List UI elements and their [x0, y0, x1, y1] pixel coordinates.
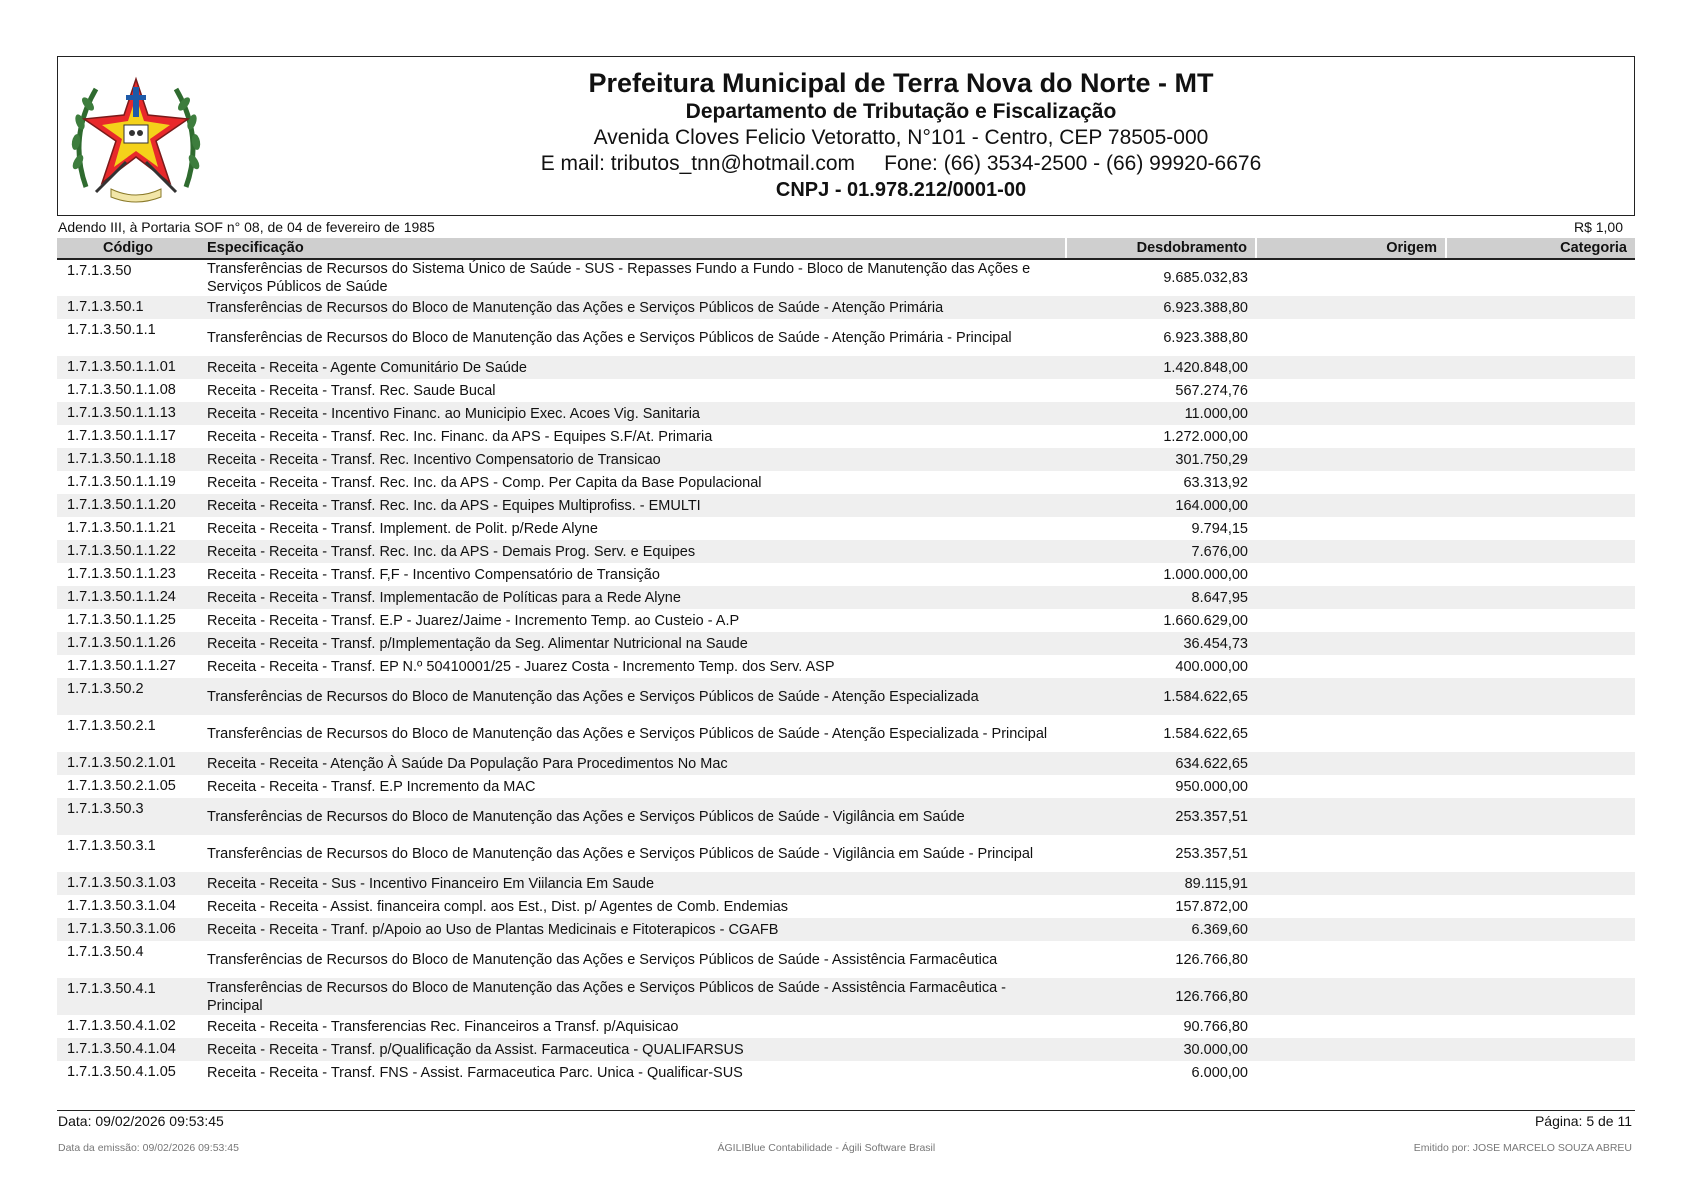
row-origin [1256, 775, 1446, 798]
row-code: 1.7.1.3.50.3.1.06 [57, 918, 199, 941]
row-code: 1.7.1.3.50.1.1.25 [67, 612, 176, 628]
row-origin [1256, 356, 1446, 379]
row-specification: Receita - Receita - Transf. E.P - Juarez/Jaime - Incremento Temp. ao Custeio - A.P [207, 612, 740, 629]
row-code: 1.7.1.3.50.1.1.23 [67, 566, 176, 582]
column-header-code: Código [57, 238, 199, 259]
table-row [57, 425, 1635, 448]
row-specification: Transferências de Recursos do Bloco de Manutenção das Ações e Serviços Públicos de Saúde - Atenção Primária [199, 296, 1066, 319]
table-row [57, 402, 1635, 425]
row-breakdown-value: 950.000,00 [1175, 778, 1248, 795]
row-category [1446, 296, 1635, 319]
ordinance-reference: Adendo III, à Portaria SOF n° 08, de 04 de fevereiro de 1985 [58, 219, 435, 235]
row-origin [1256, 798, 1446, 835]
row-specification: Receita - Receita - Transf. E.P Incremento da MAC [207, 778, 536, 795]
table-row [57, 586, 1635, 609]
row-breakdown-value: 1.420.848,00 [1066, 356, 1256, 379]
table-row [57, 563, 1635, 586]
row-code: 1.7.1.3.50.1 [57, 296, 199, 319]
row-origin [1256, 872, 1446, 895]
row-category [1446, 918, 1635, 941]
row-specification: Transferências de Recursos do Bloco de Manutenção das Ações e Serviços Públicos de Saúde - Vigilância em Saúde [199, 798, 1066, 835]
row-breakdown-value: 11.000,00 [1066, 402, 1256, 425]
row-breakdown-value: 6.923.388,80 [1163, 329, 1248, 346]
row-breakdown-value: 400.000,00 [1175, 658, 1248, 675]
table-header-row [57, 238, 1635, 259]
row-code: 1.7.1.3.50.1.1.13 [57, 402, 199, 425]
row-specification: Transferências de Recursos do Bloco de Manutenção das Ações e Serviços Públicos de Saúde - Assistência Farmacêutica - Principal [199, 978, 1066, 1015]
row-specification: Receita - Receita - Sus - Incentivo Financeiro Em Viilancia Em Saude [199, 872, 1066, 895]
row-code: 1.7.1.3.50.2.1.05 [67, 778, 176, 794]
row-specification: Receita - Receita - Transf. Rec. Inc. da APS - Demais Prog. Serv. e Equipes [199, 540, 1066, 563]
column-header-category: Categoria [1446, 238, 1635, 259]
row-code: 1.7.1.3.50.2.1 [67, 718, 156, 734]
row-code: 1.7.1.3.50 [67, 263, 132, 279]
row-category [1446, 835, 1635, 872]
row-category [1446, 517, 1635, 540]
row-breakdown-value: 1.660.629,00 [1163, 612, 1248, 629]
row-code: 1.7.1.3.50.2 [57, 678, 199, 715]
row-origin [1256, 296, 1446, 319]
table-row [57, 715, 1635, 752]
row-breakdown-value: 634.622,65 [1066, 752, 1256, 775]
report-subheader [58, 219, 1623, 235]
row-category [1446, 715, 1635, 752]
row-category [1446, 402, 1635, 425]
row-category [1446, 978, 1635, 1015]
row-origin [1256, 586, 1446, 609]
row-breakdown-value: 1.584.622,65 [1163, 725, 1248, 742]
row-specification: Transferências de Recursos do Bloco de Manutenção das Ações e Serviços Públicos de Saúde - Vigilância em Saúde - Principal [207, 845, 1034, 862]
row-code: 1.7.1.3.50.1.1.24 [57, 586, 199, 609]
row-breakdown-value: 301.750,29 [1066, 448, 1256, 471]
table-row [57, 895, 1635, 918]
row-origin [1256, 918, 1446, 941]
table-row [57, 798, 1635, 835]
row-specification: Receita - Receita - Transf. EP N.º 50410001/25 - Juarez Costa - Incremento Temp. dos Serv. ASP [207, 658, 835, 675]
revenue-table [57, 238, 1635, 1084]
row-category [1446, 379, 1635, 402]
row-breakdown-value: 126.766,80 [1066, 978, 1256, 1015]
row-category [1446, 1038, 1635, 1061]
row-origin [1256, 494, 1446, 517]
row-breakdown-value: 6.369,60 [1066, 918, 1256, 941]
row-breakdown-value: 567.274,76 [1175, 382, 1248, 399]
footer [58, 1113, 1632, 1129]
row-category [1446, 752, 1635, 775]
row-specification: Receita - Receita - Transferencias Rec. Financeiros a Transf. p/Aquisicao [207, 1018, 679, 1035]
row-breakdown-value: 9.794,15 [1191, 520, 1248, 537]
row-code: 1.7.1.3.50.3.1 [67, 838, 156, 854]
row-category [1446, 540, 1635, 563]
row-breakdown-value: 1.000.000,00 [1163, 566, 1248, 583]
row-code: 1.7.1.3.50.1.1 [67, 322, 156, 338]
row-specification: Transferências de Recursos do Bloco de Manutenção das Ações e Serviços Públicos de Saúde - Atenção Especializada [199, 678, 1066, 715]
row-origin [1256, 978, 1446, 1015]
footer-meta [58, 1142, 1632, 1154]
row-specification: Receita - Receita - Transf. Rec. Saude Bucal [207, 382, 496, 399]
row-specification: Receita - Receita - Transf. Rec. Inc. da APS - Comp. Per Capita da Base Populacional [207, 474, 762, 491]
row-specification: Transferências de Recursos do Sistema Único de Saúde - SUS - Repasses Fundo a Fundo - Bloco de Manutenção das Ações e Serviços Públicos de Saúde [207, 261, 1031, 295]
row-category [1446, 259, 1635, 296]
row-specification: Receita - Receita - Tranf. p/Apoio ao Uso de Plantas Medicinais e Fitoterapicos - CGAFB [199, 918, 1066, 941]
report-header [57, 56, 1635, 216]
row-origin [1256, 425, 1446, 448]
currency-unit: R$ 1,00 [1573, 219, 1623, 235]
row-code: 1.7.1.3.50.3.1.04 [67, 898, 176, 914]
row-category [1446, 655, 1635, 678]
row-breakdown-value: 126.766,80 [1175, 951, 1248, 968]
row-origin [1256, 259, 1446, 296]
row-code: 1.7.1.3.50.2.1.01 [57, 752, 199, 775]
table-row [57, 448, 1635, 471]
table-row [57, 540, 1635, 563]
table-row [57, 259, 1635, 296]
row-code: 1.7.1.3.50.1.1.08 [67, 382, 176, 398]
row-category [1446, 678, 1635, 715]
row-breakdown-value: 7.676,00 [1066, 540, 1256, 563]
row-category [1446, 425, 1635, 448]
table-row [57, 609, 1635, 632]
row-breakdown-value: 253.357,51 [1066, 798, 1256, 835]
table-body [57, 259, 1635, 1084]
row-breakdown-value: 89.115,91 [1066, 872, 1256, 895]
row-specification: Receita - Receita - Transf. Rec. Inc. Financ. da APS - Equipes S.F/At. Primaria [207, 428, 713, 445]
table-row [57, 1038, 1635, 1061]
table-row [57, 918, 1635, 941]
row-specification: Receita - Receita - Transf. F,F - Incentivo Compensatório de Transição [207, 566, 660, 583]
row-breakdown-value: 253.357,51 [1175, 845, 1248, 862]
column-header-breakdown: Desdobramento [1066, 238, 1256, 259]
row-origin [1256, 632, 1446, 655]
row-breakdown-value: 164.000,00 [1066, 494, 1256, 517]
row-specification: Receita - Receita - Atenção À Saúde Da População Para Procedimentos No Mac [199, 752, 1066, 775]
table-row [57, 678, 1635, 715]
row-specification: Receita - Receita - Transf. p/Implementação da Seg. Alimentar Nutricional na Saude [199, 632, 1066, 655]
row-category [1446, 471, 1635, 494]
header-text [58, 67, 1634, 203]
row-code: 1.7.1.3.50.3 [57, 798, 199, 835]
row-category [1446, 563, 1635, 586]
row-origin [1256, 319, 1446, 356]
page-number: Página: 5 de 11 [1534, 1113, 1632, 1129]
table-row [57, 941, 1635, 978]
row-origin [1256, 517, 1446, 540]
row-origin [1256, 678, 1446, 715]
row-origin [1256, 835, 1446, 872]
row-category [1446, 1061, 1635, 1084]
row-origin [1256, 752, 1446, 775]
row-breakdown-value: 9.685.032,83 [1163, 270, 1248, 286]
row-specification: Transferências de Recursos do Bloco de Manutenção das Ações e Serviços Públicos de Saúde - Atenção Primária - Principal [207, 329, 1012, 346]
row-category [1446, 895, 1635, 918]
address-line: Avenida Cloves Felicio Vetoratto, N°101 - Centro, CEP 78505-000 [593, 126, 1209, 149]
row-specification: Receita - Receita - Transf. FNS - Assist. Farmaceutica Parc. Unica - Qualificar-SUS [207, 1064, 743, 1081]
row-category [1446, 586, 1635, 609]
row-origin [1256, 1061, 1446, 1084]
row-code: 1.7.1.3.50.4.1 [57, 978, 199, 1015]
row-origin [1256, 379, 1446, 402]
row-origin [1256, 563, 1446, 586]
row-specification: Transferências de Recursos do Bloco de Manutenção das Ações e Serviços Públicos de Saúde - Assistência Farmacêutica [207, 951, 998, 968]
row-origin [1256, 715, 1446, 752]
row-code: 1.7.1.3.50.1.1.27 [67, 658, 176, 674]
row-origin [1256, 941, 1446, 978]
table-row [57, 632, 1635, 655]
row-specification: Receita - Receita - Transf. Rec. Inc. da APS - Equipes Multiprofiss. - EMULTI [199, 494, 1066, 517]
table-row [57, 517, 1635, 540]
footer-date: Data: 09/02/2026 09:53:45 [58, 1113, 224, 1129]
row-breakdown-value: 30.000,00 [1066, 1038, 1256, 1061]
row-code: 1.7.1.3.50.1.1.19 [67, 474, 176, 490]
table-row [57, 835, 1635, 872]
row-specification: Receita - Receita - Transf. Implement. de Polit. p/Rede Alyne [207, 520, 598, 537]
table-row [57, 752, 1635, 775]
page-title: Prefeitura Municipal de Terra Nova do Norte - MT [588, 68, 1214, 98]
row-origin [1256, 655, 1446, 678]
table-row [57, 655, 1635, 678]
row-category [1446, 941, 1635, 978]
column-header-specification: Especificação [199, 238, 1066, 259]
row-code: 1.7.1.3.50.4.1.05 [67, 1064, 176, 1080]
row-breakdown-value: 6.000,00 [1191, 1064, 1248, 1081]
software-credit: ÁGILIBlue Contabilidade - Ágili Software Brasil [717, 1142, 936, 1154]
row-origin [1256, 402, 1446, 425]
row-category [1446, 609, 1635, 632]
row-category [1446, 872, 1635, 895]
table-row [57, 1015, 1635, 1038]
table-row [57, 296, 1635, 319]
table-row [57, 775, 1635, 798]
row-category [1446, 1015, 1635, 1038]
row-breakdown-value: 90.766,80 [1183, 1018, 1248, 1035]
row-specification: Transferências de Recursos do Bloco de Manutenção das Ações e Serviços Públicos de Saúde - Atenção Especializada - Principal [207, 725, 1048, 742]
row-category [1446, 632, 1635, 655]
row-origin [1256, 448, 1446, 471]
emission-date: Data da emissão: 09/02/2026 09:53:45 [58, 1142, 239, 1154]
row-category [1446, 356, 1635, 379]
row-specification: Receita - Receita - Transf. Rec. Incentivo Compensatorio de Transicao [199, 448, 1066, 471]
row-breakdown-value: 1.584.622,65 [1066, 678, 1256, 715]
row-specification: Receita - Receita - Transf. Implementacão de Políticas para a Rede Alyne [199, 586, 1066, 609]
department-name: Departamento de Tributação e Fiscalização [685, 100, 1117, 123]
row-origin [1256, 1038, 1446, 1061]
row-specification: Receita - Receita - Assist. financeira compl. aos Est., Dist. p/ Agentes de Comb. Endemias [207, 898, 789, 915]
cnpj-line: CNPJ - 01.978.212/0001-00 [775, 179, 1027, 201]
row-breakdown-value: 63.313,92 [1183, 474, 1248, 491]
row-category [1446, 775, 1635, 798]
table-row [57, 978, 1635, 1015]
row-origin [1256, 1015, 1446, 1038]
row-code: 1.7.1.3.50.1.1.18 [57, 448, 199, 471]
row-origin [1256, 609, 1446, 632]
row-specification: Receita - Receita - Transf. p/Qualificação da Assist. Farmaceutica - QUALIFARSUS [199, 1038, 1066, 1061]
row-code: 1.7.1.3.50.1.1.21 [67, 520, 176, 536]
row-breakdown-value: 1.272.000,00 [1163, 428, 1248, 445]
issuer-name: Emitido por: JOSE MARCELO SOUZA ABREU [1413, 1142, 1632, 1154]
row-specification: Receita - Receita - Agente Comunitário De Saúde [199, 356, 1066, 379]
row-category [1446, 448, 1635, 471]
row-breakdown-value: 6.923.388,80 [1066, 296, 1256, 319]
contact-line: E mail: tributos_tnn@hotmail.com Fone: (66) 3534-2500 - (66) 99920-6676 [540, 152, 1262, 175]
row-origin [1256, 471, 1446, 494]
table-row [57, 356, 1635, 379]
row-category [1446, 494, 1635, 517]
table-row [57, 379, 1635, 402]
row-code: 1.7.1.3.50.1.1.20 [57, 494, 199, 517]
row-origin [1256, 895, 1446, 918]
row-breakdown-value: 36.454,73 [1066, 632, 1256, 655]
table-row [57, 872, 1635, 895]
table-row [57, 471, 1635, 494]
table-row [57, 1061, 1635, 1084]
row-code: 1.7.1.3.50.1.1.22 [57, 540, 199, 563]
row-code: 1.7.1.3.50.4.1.02 [67, 1018, 176, 1034]
row-specification: Receita - Receita - Incentivo Financ. ao Municipio Exec. Acoes Vig. Sanitaria [199, 402, 1066, 425]
footer-divider [57, 1110, 1635, 1111]
table-row [57, 319, 1635, 356]
column-header-origin: Origem [1256, 238, 1446, 259]
row-breakdown-value: 157.872,00 [1175, 898, 1248, 915]
row-code: 1.7.1.3.50.1.1.17 [67, 428, 176, 444]
row-breakdown-value: 8.647,95 [1066, 586, 1256, 609]
row-origin [1256, 540, 1446, 563]
row-category [1446, 319, 1635, 356]
row-code: 1.7.1.3.50.1.1.26 [57, 632, 199, 655]
row-category [1446, 798, 1635, 835]
table-row [57, 494, 1635, 517]
row-code: 1.7.1.3.50.1.1.01 [57, 356, 199, 379]
row-code: 1.7.1.3.50.4.1.04 [57, 1038, 199, 1061]
row-code: 1.7.1.3.50.3.1.03 [57, 872, 199, 895]
row-code: 1.7.1.3.50.4 [67, 944, 144, 960]
